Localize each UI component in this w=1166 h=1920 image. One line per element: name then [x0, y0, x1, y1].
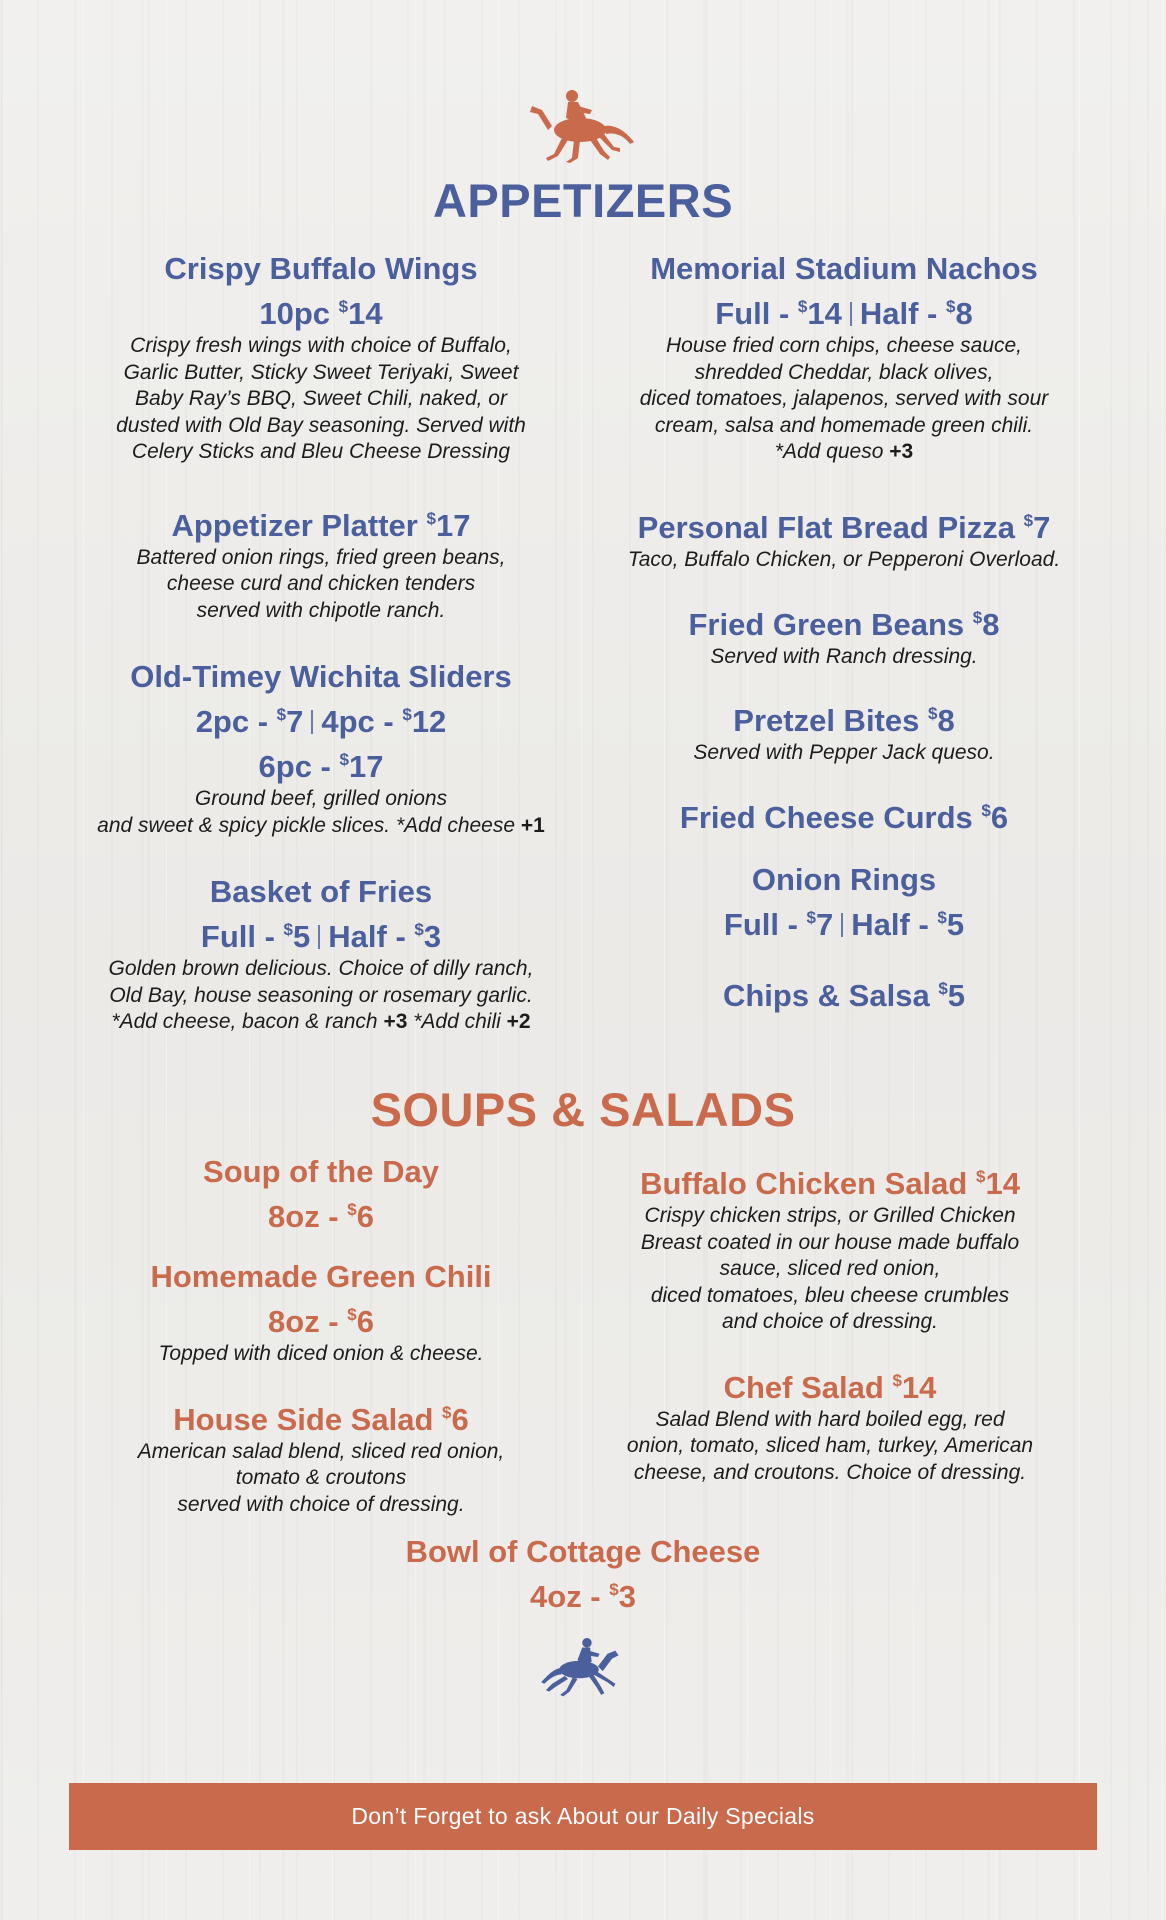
menu-item-pretzel-bites: [584, 695, 1104, 767]
item-description: Salad Blend with hard boiled egg, red onion, tomato, sliced ham, turkey, American cheese, and croutons. Choice of dressing.: [626, 1407, 1034, 1484]
appetizers-right-column: [584, 250, 1104, 1045]
appetizers-title: APPETIZERS: [432, 174, 734, 227]
item-name: Bowl of Cottage Cheese: [405, 1534, 761, 1569]
item-price: 8oz - $6: [268, 1199, 374, 1234]
item-name: Soup of the Day: [203, 1154, 439, 1189]
menu-item-appetizer-platter: [66, 500, 576, 625]
menu-item-fried-green-beans: [584, 599, 1104, 671]
item-description: Topped with diced onion & cheese.: [158, 1342, 484, 1365]
item-name: Chips & Salsa $5: [722, 978, 966, 1013]
item-price-2: 6pc - $17: [258, 749, 384, 784]
item-description: Ground beef, grilled onions and sweet & spicy pickle slices. *Add cheese +1: [97, 787, 545, 837]
item-price: 2pc - $7 4pc - $12: [195, 704, 447, 739]
item-price: Full - $7 Half - $5: [723, 907, 965, 942]
price-divider: [318, 925, 320, 949]
item-description: Battered onion rings, fried green beans, cheese curd and chicken tenders served with chipotle ranch.: [136, 545, 506, 622]
item-description: Golden brown delicious. Choice of dilly ranch, Old Bay, house seasoning or rosemary garlic. *Add cheese, bacon & ranch +3 *Add chili +2: [108, 957, 534, 1033]
menu-item-cottage-cheese: [283, 1533, 883, 1616]
item-name: Pretzel Bites $8: [733, 702, 955, 738]
appetizers-left-column: [66, 250, 576, 1066]
item-name: Crispy Buffalo Wings: [164, 251, 478, 286]
menu-item-stadium-nachos: [584, 250, 1104, 466]
soups-salads-title: SOUPS & SALADS: [370, 1083, 796, 1136]
price-divider: [311, 710, 313, 734]
menu-item-chef-salad: [584, 1362, 1076, 1487]
item-name: Old-Timey Wichita Sliders: [130, 659, 512, 694]
menu-item-basket-of-fries: [66, 873, 576, 1036]
item-description: American salad blend, sliced red onion, tomato & croutons served with choice of dressing.: [137, 1439, 505, 1516]
item-description: House fried corn chips, cheese sauce, shredded Cheddar, black olives, diced tomatoes, jalapenos, served with sour cream, salsa and homemade green chili. *Add queso +3: [639, 334, 1049, 463]
item-description: Served with Ranch dressing.: [710, 645, 978, 668]
item-description: Served with Pepper Jack queso.: [693, 740, 995, 764]
item-name: Chef Salad $14: [723, 1369, 937, 1405]
price-divider: [850, 302, 852, 326]
menu-item-buffalo-chicken-salad: [584, 1158, 1076, 1336]
item-name: Appetizer Platter $17: [171, 507, 471, 543]
item-name: Fried Cheese Curds $6: [679, 800, 1009, 835]
item-name: Personal Flat Bread Pizza $7: [637, 509, 1051, 545]
horse-racing-icon: [528, 88, 638, 164]
item-description: Taco, Buffalo Chicken, or Pepperoni Overload.: [627, 547, 1061, 571]
item-price: 4oz - $3: [530, 1579, 636, 1614]
item-name: House Side Salad $6: [173, 1401, 469, 1437]
daily-specials-banner: Don’t Forget to ask About our Daily Specials: [69, 1783, 1097, 1850]
menu-item-house-side-salad: [66, 1394, 576, 1519]
item-price: 8oz - $6: [268, 1304, 374, 1339]
item-name: Basket of Fries: [209, 874, 433, 909]
item-description: Crispy chicken strips, or Grilled Chicken Breast coated in our house made buffalo sauce, sliced red onion, diced tomatoes, bleu cheese crumbles and choice of dressing.: [640, 1204, 1020, 1333]
soups-right-column: [584, 1158, 1076, 1516]
menu-item-green-chili: [66, 1258, 576, 1368]
price-divider: [841, 913, 843, 937]
item-name: Onion Rings: [751, 862, 937, 897]
item-description: Crispy fresh wings with choice of Buffalo, Garlic Butter, Sticky Sweet Teriyaki, Sweet Baby Ray’s BBQ, Sweet Chili, naked, or dusted with Old Bay seasoning. Served with Celery Sticks and Bleu Cheese Dressing: [116, 334, 526, 463]
item-name: Homemade Green Chili: [150, 1259, 492, 1294]
menu-item-fried-cheese-curds: [584, 792, 1104, 837]
menu-item-soup-of-the-day: [66, 1153, 576, 1236]
item-name: Buffalo Chicken Salad $14: [640, 1166, 1020, 1201]
item-price: 10pc $14: [259, 296, 383, 331]
soups-left-column: [66, 1153, 576, 1548]
menu-item-chips-salsa: [584, 970, 1104, 1015]
item-name: Memorial Stadium Nachos: [650, 251, 1038, 286]
menu-item-onion-rings: [584, 861, 1104, 944]
menu-item-wichita-sliders: [66, 658, 576, 839]
item-price: Full - $14 Half - $8: [715, 296, 973, 331]
item-price: Full - $5 Half - $3: [200, 919, 442, 954]
menu-item-buffalo-wings: [66, 250, 576, 466]
horse-racing-icon: [536, 1638, 630, 1698]
item-name: Fried Green Beans $8: [688, 607, 1000, 642]
menu-item-flat-bread-pizza: [584, 502, 1104, 574]
